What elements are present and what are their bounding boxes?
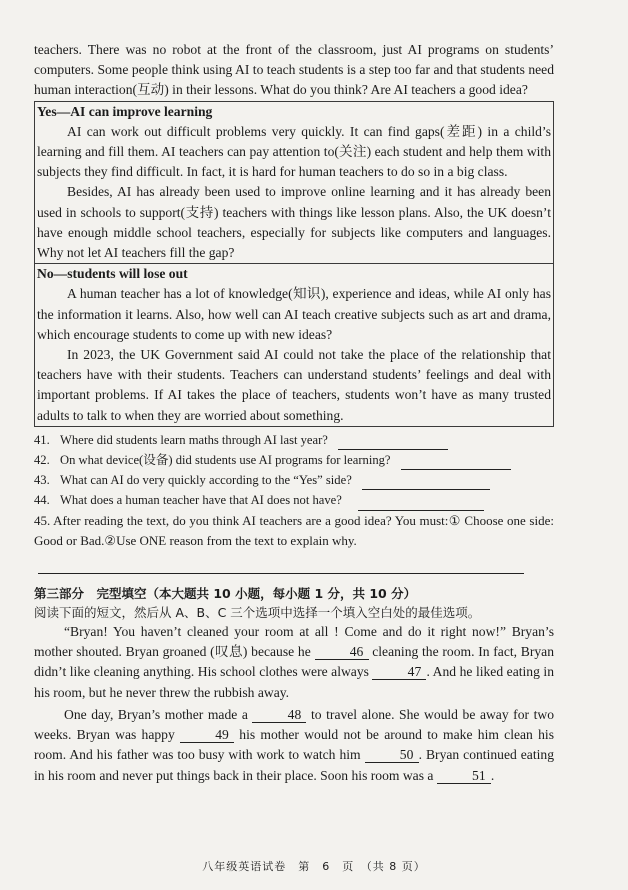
cloze-blank-47[interactable]: 47: [372, 664, 426, 680]
question-number: 45.: [34, 512, 51, 528]
answer-blank-43[interactable]: [362, 475, 490, 490]
question-45: [34, 511, 554, 551]
exam-page: [34, 40, 554, 786]
cloze-text: cleaning the room. In fact, Bryan didn’t like cleaning anything. His school clothes were always: [34, 644, 555, 680]
question-41: [34, 430, 554, 450]
cloze-passage: [34, 622, 554, 786]
question-number: 42.: [34, 453, 50, 468]
answer-blank-42[interactable]: [401, 455, 511, 470]
yes-paragraph-1: AI can work out difficult problems very quickly. It can find gaps(差距) in a child’s learning and fill them. AI teachers can pay attention to(关注) each student and help them with subjects they find difficult. In fact, it is hard for human teachers to do so in a big class.: [37, 123, 551, 180]
cloze-text: “Bryan! You haven’t cleaned your room at all ! Come and do it right now!” Bryan’s mother shouted. Bryan groaned (叹息) because he: [34, 624, 554, 660]
cloze-blank-51[interactable]: 51: [437, 768, 491, 784]
answer-blank-41[interactable]: [338, 435, 448, 450]
intro-paragraph: teachers. There was no robot at the front of the classroom, just AI programs on students’ computers. Some people think using AI to teach students is a step too far and that students need human interaction(互动) in their lessons. What do you think? Are AI teachers a good idea?: [34, 42, 554, 98]
cloze-paragraph-1: [34, 622, 554, 703]
yes-heading: Yes—AI can improve learning: [37, 103, 213, 119]
cloze-text: .: [490, 767, 495, 783]
no-section-box: [34, 264, 554, 427]
passage-intro: [34, 40, 554, 101]
question-number: 43.: [34, 473, 50, 488]
cloze-blank-46[interactable]: 46: [315, 644, 369, 660]
cloze-blank-49[interactable]: 49: [180, 727, 234, 743]
section-3-title: [34, 584, 554, 603]
question-text: What does a human teacher have that AI does not have?: [60, 493, 342, 508]
answer-line-45[interactable]: [38, 557, 524, 574]
cloze-text: . And he liked eating in his room, but he never threw the rubbish away.: [34, 664, 554, 700]
question-text: After reading the text, do you think AI teachers are a good idea? You must:① Choose one side: Good or Bad.②Use ONE reason from the text to explain why.: [34, 512, 554, 548]
cloze-blank-48[interactable]: 48: [252, 707, 306, 723]
cloze-text: . Bryan continued eating in his room and never put things back in their place. Soon his room was a: [34, 747, 554, 783]
cloze-paragraph-2: [34, 705, 554, 786]
question-44: [34, 490, 554, 510]
answer-blank-44[interactable]: [358, 496, 484, 511]
question-number: 44.: [34, 493, 50, 508]
cloze-blank-50[interactable]: 50: [365, 747, 419, 763]
question-text: Where did students learn maths through AI last year?: [60, 432, 328, 447]
cloze-text: to travel alone. She would be away for two weeks. Bryan was happy: [34, 706, 554, 743]
section-3-heading: 第三部分 完型填空（本大题共 10 小题，每小题 1 分，共 10 分）: [34, 586, 417, 602]
question-42: [34, 450, 554, 470]
no-paragraph-1: A human teacher has a lot of knowledge(知识), experience and ideas, while AI only has the information it learns. Also, how well can AI teach creative subjects such as art and drama, which encourage students to come up with new ideas?: [37, 286, 551, 342]
questions-list: [34, 430, 554, 574]
cloze-text: his mother would not be around to make him clean his room. And his father was too busy with work to watch him: [34, 727, 554, 763]
question-text: On what device(设备) did students use AI programs for learning?: [60, 453, 391, 468]
yes-section-box: [34, 101, 554, 265]
question-43: [34, 470, 554, 490]
question-text: What can AI do very quickly according to the “Yes” side?: [60, 473, 352, 488]
yes-paragraph-2: Besides, AI has already been used to improve online learning and it has already been used in schools to support(支持) teachers with things like lesson plans. Also, the UK doesn’t have enough middle school teachers, especially for subjects like computers and languages. Why not let AI teachers fill the gap?: [37, 184, 551, 261]
no-paragraph-2: In 2023, the UK Government said AI could not take the place of the relationship that teachers have with their students. Teachers can understand students’ feelings and deal with important problems. If AI takes the place of teachers, students won’t have as many trusted adults to talk to when they are worried about something.: [37, 347, 551, 423]
section-3-instruction: 阅读下面的短文，然后从 A、B、C 三个选项中选择一个填入空白处的最佳选项。: [34, 605, 481, 621]
page-footer: 八年级英语试卷 第 6 页 （共 8 页）: [202, 860, 426, 873]
question-number: 41.: [34, 432, 50, 447]
cloze-text: One day, Bryan’s mother made a: [64, 706, 253, 722]
no-heading: No—students will lose out: [37, 266, 188, 282]
